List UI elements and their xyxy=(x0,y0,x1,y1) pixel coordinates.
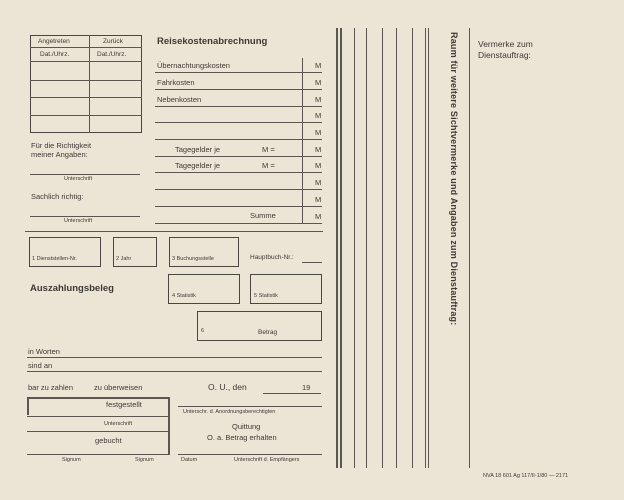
booked-label: gebucht xyxy=(95,436,122,445)
office-number-label: 1 Dienststellen-Nr. xyxy=(32,256,77,262)
currency-label: M xyxy=(315,128,322,137)
determined-signature-line xyxy=(27,416,169,417)
column-rule xyxy=(366,28,367,468)
authorization-line xyxy=(178,406,322,407)
section-separator xyxy=(25,231,323,232)
date-line xyxy=(263,393,321,394)
statistics-5-label: 5 Statistik xyxy=(254,293,278,299)
currency-label: M xyxy=(315,178,322,187)
correctness-label: Für die Richtigkeit xyxy=(31,141,92,150)
column-rule xyxy=(428,28,429,468)
determined-box-right xyxy=(168,397,170,455)
expense-row-label: Nebenkosten xyxy=(157,95,202,104)
place-date-label: O. U., den xyxy=(208,382,247,392)
statistics-5-box xyxy=(250,274,322,304)
expense-row-line xyxy=(155,72,322,73)
column-rule xyxy=(340,28,342,468)
in-words-line xyxy=(27,357,322,358)
table-divider xyxy=(30,80,142,81)
date-caption: Datum xyxy=(181,457,198,463)
booked-top-line xyxy=(27,431,169,432)
expense-row-line xyxy=(155,206,322,207)
factual-label: Sachlich richtig: xyxy=(31,192,84,201)
amount-label: Betrag xyxy=(258,329,278,336)
expense-row-line xyxy=(155,139,322,140)
office-number-box xyxy=(29,237,101,267)
expense-row-label: Tagegelder je xyxy=(175,161,221,170)
year-label: 2 Jahr xyxy=(116,256,132,262)
currency-label: M xyxy=(315,95,322,104)
signature-caption-2: Unterschrift xyxy=(64,218,93,224)
booking-office-label: 3 Buchungsstelle xyxy=(172,256,214,262)
column-rule xyxy=(396,28,397,468)
form-code: NVA 18 601 Ag 117/II-1/80 — 2171 xyxy=(483,473,569,479)
ledger-line xyxy=(302,262,322,263)
expense-sum-line xyxy=(155,223,322,224)
signum-line xyxy=(27,454,169,455)
year-box xyxy=(113,237,157,267)
statistics-4-box xyxy=(168,274,240,304)
return-subheader: Dat./Uhrz. xyxy=(97,51,127,58)
year-prefix: 19 xyxy=(302,383,311,392)
expense-row-line xyxy=(155,189,322,190)
currency-label: M xyxy=(315,195,322,204)
ledger-label: Hauptbuch-Nr.: xyxy=(250,254,294,261)
amount-number: 6 xyxy=(201,328,205,334)
booking-office-box xyxy=(169,237,239,267)
currency-label: M xyxy=(315,212,322,221)
signum-caption-2: Signum xyxy=(135,457,154,463)
transfer-label: zu überweisen xyxy=(94,383,143,392)
remarks-label: Vermerke zum xyxy=(478,39,533,49)
table-divider xyxy=(30,115,142,116)
expense-row-line xyxy=(155,89,322,90)
arrival-subheader: Dat./Uhrz. xyxy=(40,51,70,58)
expense-row-line xyxy=(155,122,322,123)
receipt-label: Quittung xyxy=(232,422,261,431)
signature-line xyxy=(30,174,140,175)
signum-caption-1: Signum xyxy=(62,457,81,463)
determined-signature-caption: Unterschrift xyxy=(104,421,133,427)
expense-row-label: Übernachtungskosten xyxy=(157,61,230,70)
right-column-rule xyxy=(469,28,470,468)
expense-title: Reisekostenabrechnung xyxy=(157,36,268,47)
amount-received-label: O. a. Betrag erhalten xyxy=(207,433,277,442)
return-header: Zurück xyxy=(103,38,123,45)
table-divider xyxy=(30,47,142,48)
signature-line xyxy=(30,216,140,217)
remarks-label-2: Dienstauftrag: xyxy=(478,50,531,60)
currency-label: M xyxy=(315,78,322,87)
expense-row-line xyxy=(155,156,322,157)
column-rule xyxy=(354,28,355,468)
column-rule xyxy=(336,28,338,468)
expense-row-label: Tagegelder je xyxy=(175,145,221,154)
currency-label: M xyxy=(315,161,322,170)
pay-cash-label: bar zu zahlen xyxy=(28,383,74,392)
recipient-signature-caption: Unterschrift d. Empfängers xyxy=(234,457,300,463)
determined-box-left xyxy=(27,397,29,415)
table-divider xyxy=(30,97,142,98)
additional-remarks-vertical: Raum für weitere Sichtvermerke und Angaben zum Dienstauftrag: xyxy=(449,32,459,326)
expense-amount-divider xyxy=(302,58,303,224)
currency-label: M xyxy=(315,61,322,70)
column-rule xyxy=(382,28,383,468)
column-rule xyxy=(412,28,413,468)
determined-label: festgestellt xyxy=(106,400,142,409)
currency-label: M xyxy=(315,111,322,120)
correctness-label-2: meiner Angaben: xyxy=(31,150,88,159)
in-words-label: in Worten xyxy=(28,347,60,356)
sum-label: Summe xyxy=(250,211,276,220)
recipient-signature-line xyxy=(178,454,322,455)
expense-row-label: Fahrkosten xyxy=(157,78,195,87)
expense-row-line xyxy=(155,172,322,173)
arrival-header: Angetreten xyxy=(38,38,70,45)
expense-row-line xyxy=(155,106,322,107)
authorization-caption: Unterschr. d. Anordnungsberechtigten xyxy=(183,409,276,415)
currency-label: M xyxy=(315,145,322,154)
payee-line xyxy=(27,371,322,372)
table-divider xyxy=(89,35,90,133)
payee-label: sind an xyxy=(28,361,53,370)
daily-rate-unit: M = xyxy=(262,145,275,154)
statistics-4-label: 4 Statistik xyxy=(172,293,196,299)
determined-box-top xyxy=(27,397,169,399)
column-rule xyxy=(425,28,426,468)
amount-box xyxy=(197,311,322,341)
approval-table xyxy=(30,35,142,133)
payout-voucher-title: Auszahlungsbeleg xyxy=(30,283,114,294)
daily-rate-unit: M = xyxy=(262,161,275,170)
table-divider xyxy=(30,61,142,62)
signature-caption: Unterschrift xyxy=(64,176,93,182)
